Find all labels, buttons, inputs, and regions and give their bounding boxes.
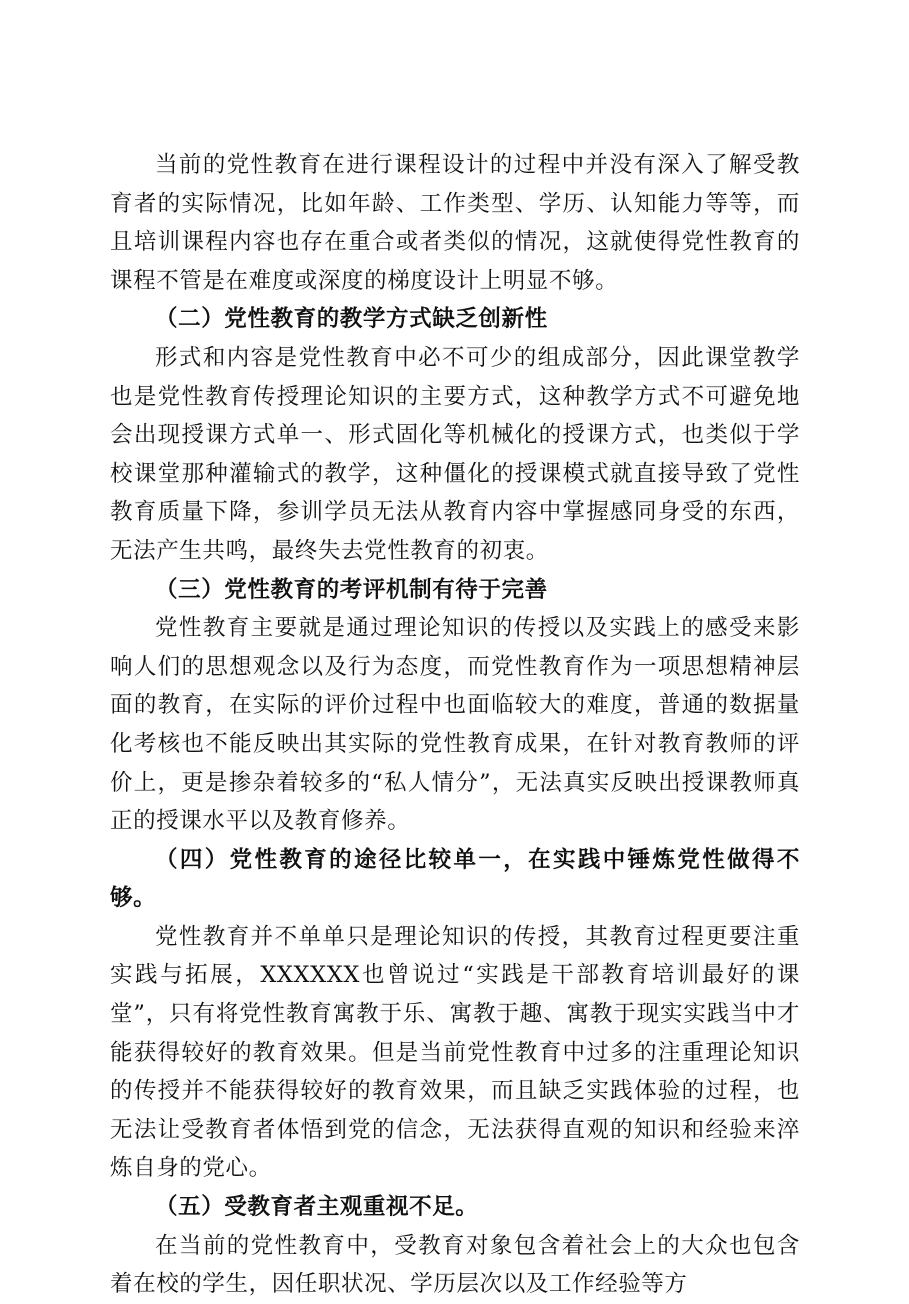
paragraph-subjective-attention: 在当前的党性教育中，受教育对象包含着社会上的大众也包含着在校的学生，因任职状况、学历层次以及工作经验等方	[110, 1232, 800, 1298]
heading-evaluation-mechanism: （三）党性教育的考评机制有待于完善	[155, 576, 548, 603]
heading-teaching-method: （二）党性教育的教学方式缺乏创新性	[155, 306, 548, 333]
heading-subjective-attention: （五）受教育者主观重视不足。	[155, 1194, 479, 1221]
paragraph-evaluation-mechanism: 党性教育主要就是通过理论知识的传授以及实践上的感受来影响人们的思想观念以及行为态度，而党性教育作为一项思想精神层面的教育，在实际的评价过程中也面临较大的难度，普通的数据量化考核也不能反映出其实际的党性教育成果，在针对教育教师的评价上，更是掺杂着较多的“私人情分”，无法真实反映出授课教师真正的授课水平以及教育修养。	[110, 615, 800, 835]
heading-practice-channels: （四）党性教育的途径比较单一，在实践中锤炼党性做得不够。	[110, 846, 800, 912]
paragraph-practice-channels: 党性教育并不单单只是理论知识的传授，其教育过程更要注重实践与拓展，XXXXXX也曾说过“实践是干部教育培训最好的课堂”，只有将党性教育寓教于乐、寓教于趣、寓教于现实实践当中才能获得较好的教育效果。但是当前党性教育中过多的注重理论知识的传授并不能获得较好的教育效果，而且缺乏实践体验的过程，也无法让受教育者体悟到党的信念，无法获得直观的知识和经验来淬炼自身的党心。	[110, 923, 800, 1182]
paragraph-teaching-method: 形式和内容是党性教育中必不可少的组成部分，因此课堂教学也是党性教育传授理论知识的主要方式，这种教学方式不可避免地会出现授课方式单一、形式固化等机械化的授课方式，也类似于学校课堂那种灌输式的教学，这种僵化的授课模式就直接导致了党性教育质量下降，参训学员无法从教育内容中掌握感同身受的东西，无法产生共鸣，最终失去党性教育的初衷。	[110, 344, 800, 564]
document-page	[110, 146, 800, 1304]
paragraph-course-design: 当前的党性教育在进行课程设计的过程中并没有深入了解受教育者的实际情况，比如年龄、工作类型、学历、认知能力等等，而且培训课程内容也存在重合或者类似的情况，这就使得党性教育的课程不管是在难度或深度的梯度设计上明显不够。	[110, 152, 800, 294]
